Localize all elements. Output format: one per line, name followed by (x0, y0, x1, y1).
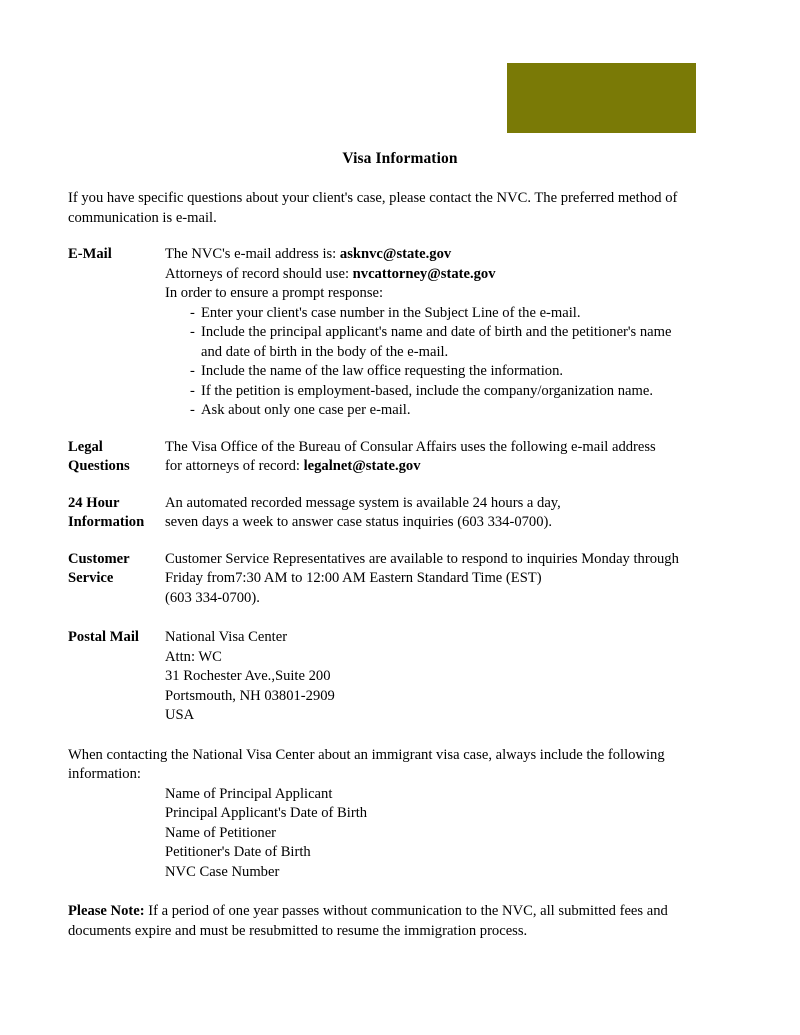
contacting-line-1: When contacting the National Visa Center about an immigrant visa case, always include the following (68, 746, 665, 763)
please-note-line-2: documents expire and must be resubmitted to resume the immigration process. (68, 922, 528, 939)
prompt-response-intro: In order to ensure a prompt response: (165, 285, 384, 301)
contacting-paragraph (68, 746, 732, 785)
list-item: - Enter your client's case number in the Subject Line of the e-mail. (165, 304, 732, 324)
address-line: Portsmouth, NH 03801-2909 (165, 687, 335, 704)
asknvc-email: asknvc@state.gov (339, 246, 452, 262)
section-customer-service (68, 550, 732, 609)
section-email-content (165, 245, 732, 421)
intro-paragraph (68, 189, 732, 228)
list-item: - Include the principal applicant's name and date of birth and the petitioner's name and date of birth in the body of the e-mail. (190, 324, 672, 360)
please-note-paragraph (68, 902, 732, 941)
document-body (68, 189, 732, 941)
list-item: Petitioner's Date of Birth (165, 844, 311, 860)
list-item: - Include the name of the law office requesting the information. (165, 362, 732, 382)
list-item: - If the petition is employment-based, include the company/organization name. (165, 382, 732, 402)
contacting-line-2: information: (68, 766, 141, 782)
section-legal-questions-content: The Visa Office of the Bureau of Consular Affairs uses the following e-mail address for attorneys of record: legalnet@state.gov (165, 438, 732, 477)
required-information-list (68, 785, 732, 883)
email-address-line-attorney: Attorneys of record should use: nvcattorney@state.gov (165, 265, 496, 282)
dash-bullet-icon: - (190, 382, 195, 399)
email-instruction-list (165, 304, 732, 421)
address-line: Attn: WC (165, 648, 222, 665)
section-customer-service-label: Customer Service (68, 550, 130, 586)
section-postal-mail-content (165, 628, 732, 726)
list-item: - Ask about only one case per e-mail. (165, 401, 732, 421)
dash-bullet-icon: - (190, 363, 195, 379)
address-line: 31 Rochester Ave.,Suite 200 (165, 668, 331, 684)
email-address-line-nvc: The NVC's e-mail address is: asknvc@state.gov (165, 246, 452, 262)
intro-line-2: communication is e-mail. (68, 209, 217, 226)
list-item: Name of Principal Applicant (165, 785, 333, 802)
section-legal-questions (68, 438, 732, 477)
please-note-label: Please Note: (68, 903, 145, 919)
section-customer-service-content: Customer Service Representatives are available to respond to inquiries Monday through Friday from7:30 AM to 12:00 AM Eastern Standard Time (EST) (603 334-0700). (165, 550, 679, 606)
address-line: National Visa Center (165, 629, 288, 645)
section-24-hour-information (68, 494, 732, 533)
section-email (68, 245, 732, 421)
nvcattorney-email: nvcattorney@state.gov (352, 265, 496, 282)
intro-line-1: If you have specific questions about your client's case, please contact the NVC. The preferred method of (68, 190, 678, 206)
list-item: Name of Petitioner (165, 824, 277, 841)
section-postal-mail (68, 628, 732, 726)
list-item: NVC Case Number (165, 863, 280, 880)
list-item: Principal Applicant's Date of Birth (165, 805, 368, 821)
section-postal-mail-label: Postal Mail (68, 629, 139, 645)
dash-bullet-icon: - (190, 304, 195, 321)
legalnet-email-line: for attorneys of record: legalnet@state.gov (165, 458, 421, 474)
section-24-hour-information-label: 24 Hour Information (68, 494, 145, 530)
section-24-hour-information-content: An automated recorded message system is available 24 hours a day, seven days a week to answer case status inquiries (603 334-0700). (165, 494, 561, 530)
address-line: USA (165, 707, 195, 723)
dash-bullet-icon: - (190, 324, 195, 340)
dash-bullet-icon: - (190, 402, 195, 418)
legalnet-email: legalnet@state.gov (303, 458, 421, 474)
section-legal-questions-label: Legal Questions (68, 438, 130, 474)
please-note-line-1: Please Note: If a period of one year passes without communication to the NVC, all submitted fees and (68, 903, 668, 919)
section-email-label: E-Mail (68, 246, 112, 262)
page-title: Visa Information (342, 150, 458, 167)
agency-logo-block (507, 63, 696, 133)
